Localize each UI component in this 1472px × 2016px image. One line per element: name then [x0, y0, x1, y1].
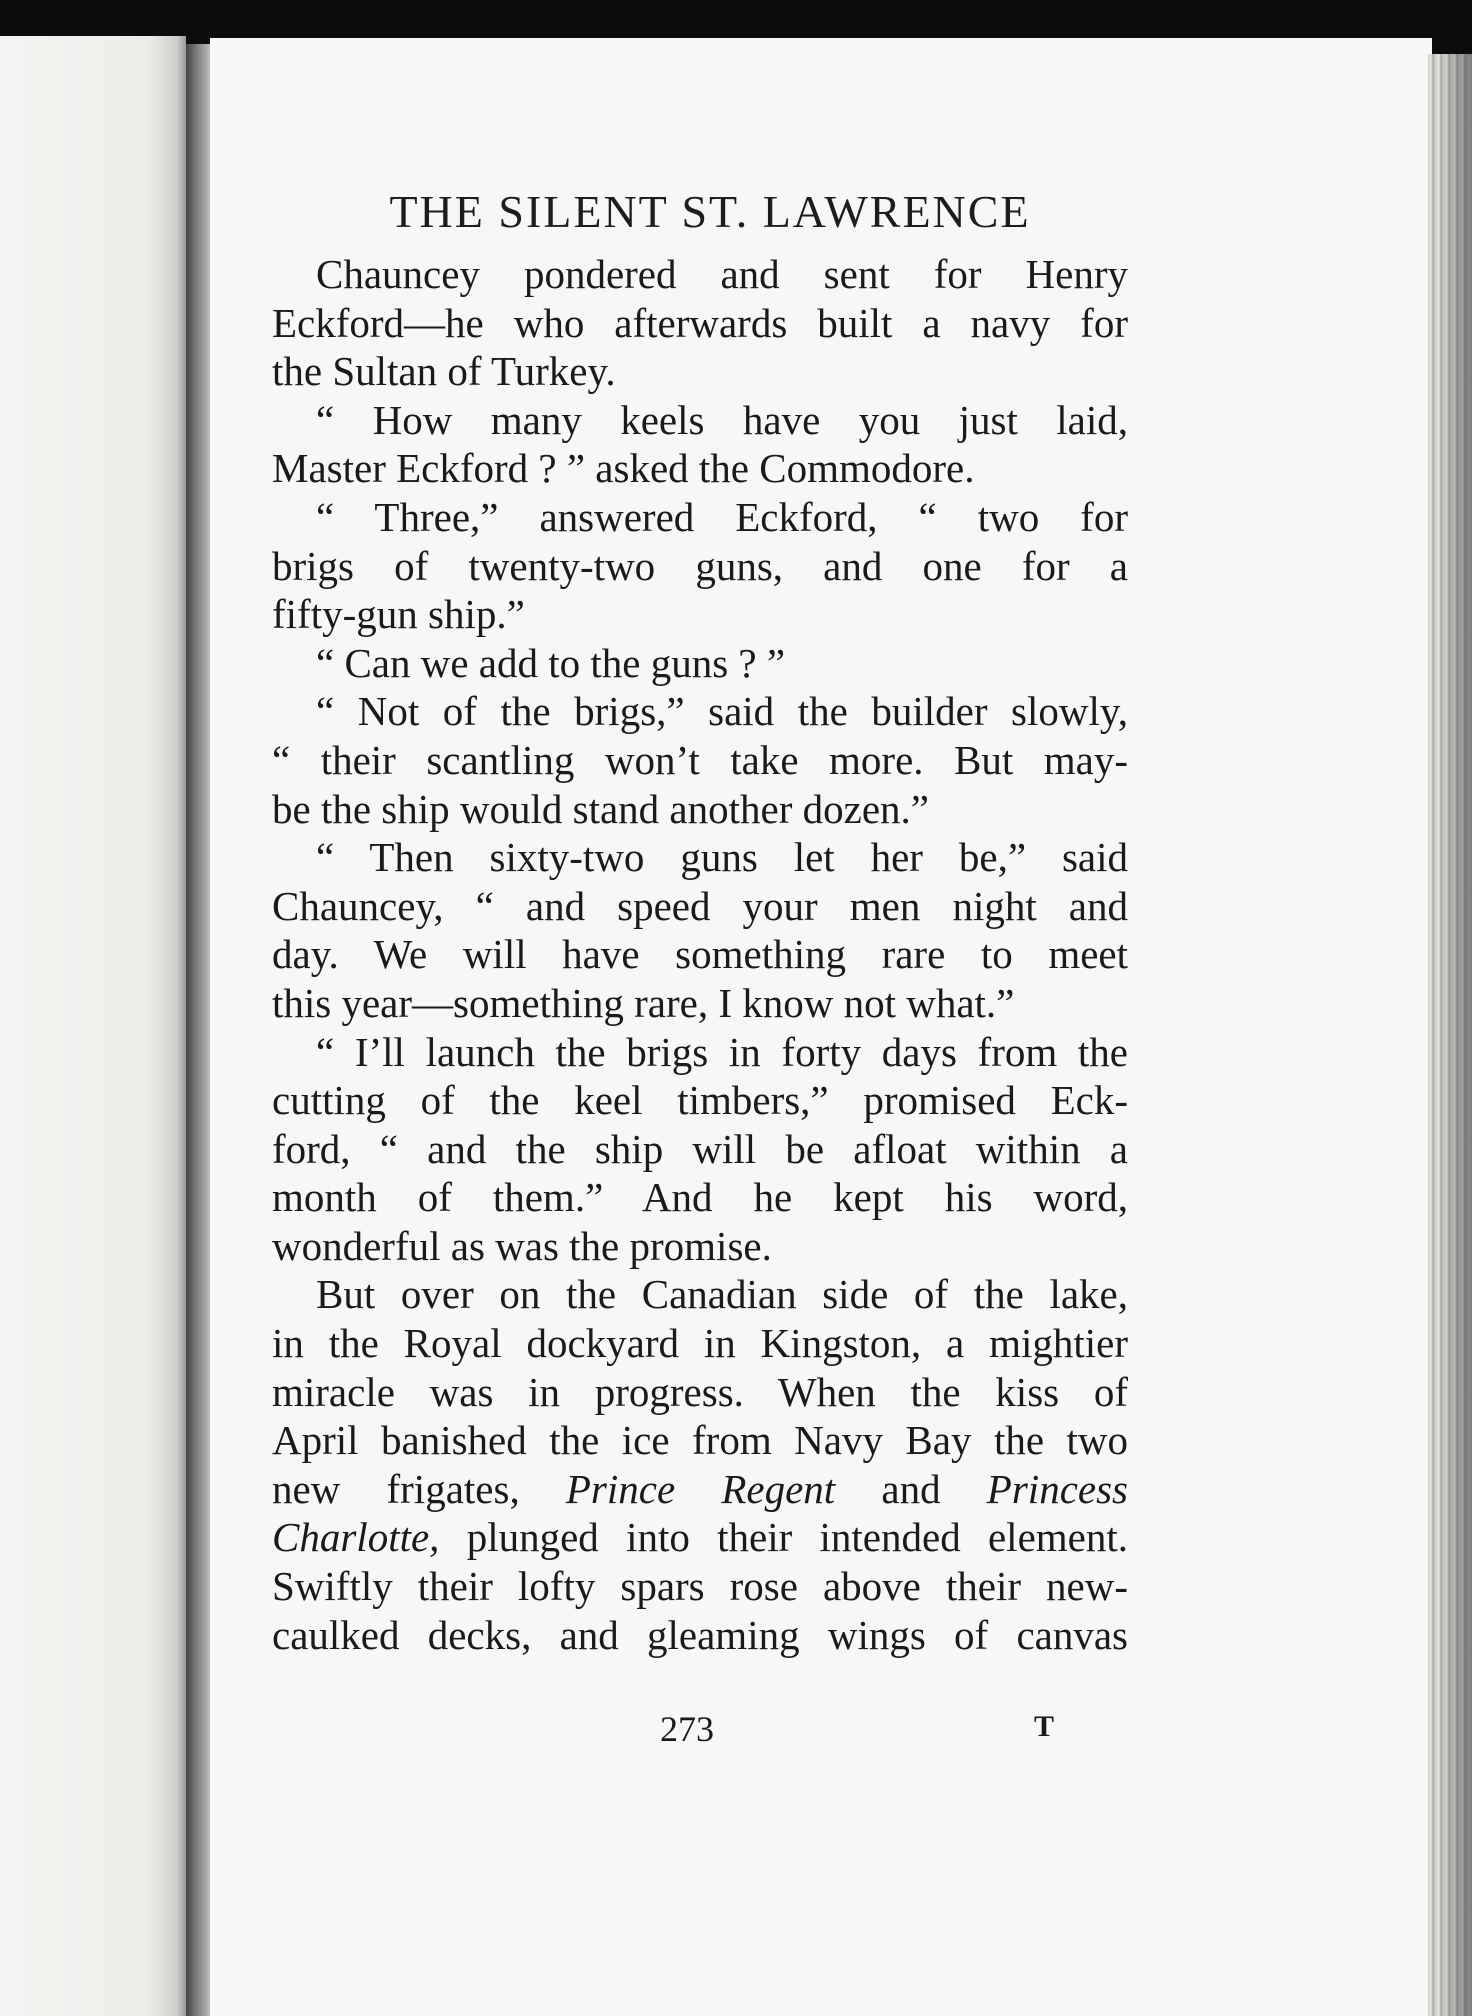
book-gutter — [186, 44, 210, 2016]
paragraph — [272, 639, 1128, 688]
text-line: new frigates, Prince Regent and Princess — [272, 1465, 1128, 1512]
paragraph — [272, 493, 1128, 639]
text-line: this year—something rare, I know not what.” — [272, 979, 1015, 1026]
text-line: be the ship would stand another dozen.” — [272, 785, 929, 832]
text-line: miracle was in progress. When the kiss of — [272, 1368, 1128, 1415]
running-head: THE SILENT ST. LAWRENCE — [389, 186, 1031, 237]
text-line: Chauncey, “ and speed your men night and — [272, 882, 1128, 929]
text-line: in the Royal dockyard in Kingston, a mightier — [272, 1320, 1128, 1367]
text-line: caulked decks, and gleaming wings of canvas — [272, 1611, 1128, 1658]
signature-mark: T — [1034, 1710, 1055, 1743]
text-line: Charlotte, plunged into their intended element. — [272, 1514, 1128, 1561]
paragraph — [272, 1028, 1128, 1271]
text-line: “ Not of the brigs,” said the builder slowly, — [316, 688, 1128, 735]
text-line: fifty-gun ship.” — [272, 591, 525, 638]
paragraph — [272, 687, 1128, 833]
text-line: brigs of twenty-two guns, and one for a — [272, 542, 1128, 589]
text-line: Chauncey pondered and sent for Henry — [316, 251, 1128, 297]
page-block-shadow — [1440, 54, 1472, 2016]
text-line: Eckford—he who afterwards built a navy for — [272, 299, 1128, 346]
paragraph — [272, 1270, 1128, 1659]
paragraph — [272, 396, 1128, 493]
text-line: “ Three,” answered Eckford, “ two for — [316, 493, 1128, 540]
paragraph — [272, 833, 1128, 1027]
facing-page-edge — [0, 36, 186, 2016]
text-line: Master Eckford ? ” asked the Commodore. — [272, 445, 975, 492]
body-text — [272, 250, 1128, 1659]
text-line: “ Can we add to the guns ? ” — [316, 639, 786, 686]
text-line: But over on the Canadian side of the lake, — [316, 1271, 1128, 1318]
text-line: April banished the ice from Navy Bay the two — [272, 1417, 1128, 1464]
text-line: day. We will have something rare to meet — [272, 931, 1128, 978]
text-line: ford, “ and the ship will be afloat within a — [272, 1125, 1128, 1172]
paragraph — [272, 250, 1128, 396]
text-line: “ their scantling won’t take more. But may- — [272, 736, 1128, 783]
text-line: cutting of the keel timbers,” promised Eck- — [272, 1077, 1128, 1124]
text-line: month of them.” And he kept his word, — [272, 1174, 1128, 1221]
text-line: the Sultan of Turkey. — [272, 348, 616, 395]
text-line: wonderful as was the promise. — [272, 1222, 772, 1269]
text-line: “ Then sixty-two guns let her be,” said — [316, 834, 1128, 881]
text-line: “ I’ll launch the brigs in forty days from the — [316, 1028, 1128, 1075]
page-number: 273 — [660, 1709, 714, 1749]
ship-name: Charlotte, — [272, 1514, 440, 1561]
ship-name: Princess — [986, 1465, 1128, 1512]
text-line: Swiftly their lofty spars rose above their new- — [272, 1563, 1128, 1610]
ship-name: Prince Regent — [565, 1465, 836, 1512]
text-line: “ How many keels have you just laid, — [316, 396, 1128, 443]
